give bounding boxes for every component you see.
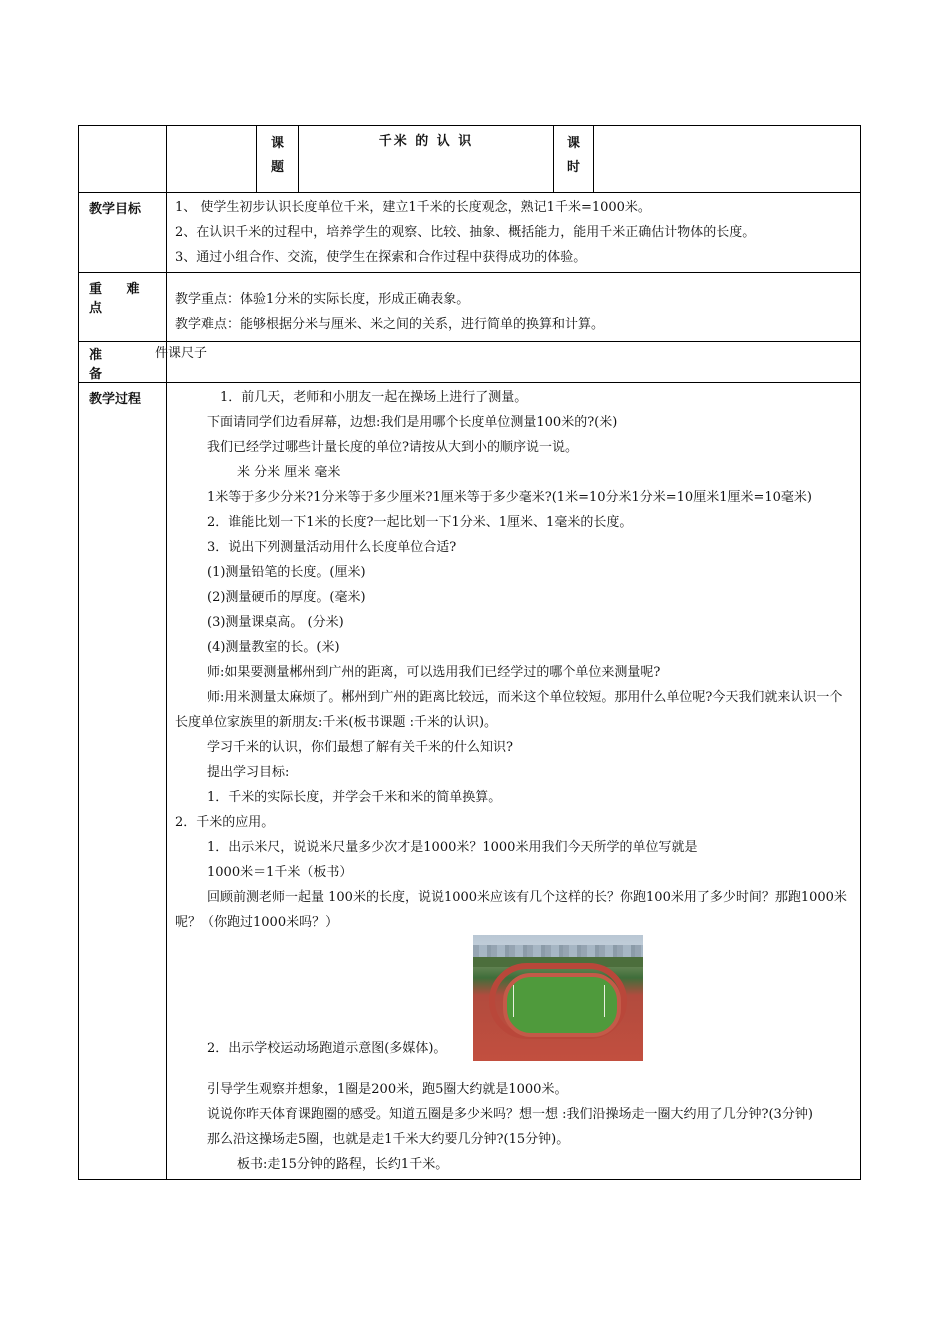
objectives-content bbox=[167, 193, 861, 273]
objectives-label: 教学目标 bbox=[79, 193, 167, 273]
process-line: 那么沿这操场走5圈，也就是走1千米大约要几分钟?(15分钟)。 bbox=[207, 1132, 570, 1147]
process-label: 教学过程 bbox=[79, 383, 167, 1180]
process-content bbox=[167, 383, 861, 1180]
header-blank-1 bbox=[79, 126, 167, 193]
objective-item: 2、在认识千米的过程中，培养学生的观察、比较、抽象、概括能力，能用千米正确估计物体的长度。 bbox=[175, 225, 756, 240]
process-line: 师:用米测量太麻烦了。郴州到广州的距离比较远，而米这个单位较短。那用什么单位呢?今天我们就来认识一个长度单位家族里的新朋友:千米(板书课题 :千米的认识)。 bbox=[175, 690, 843, 730]
keypoints-content bbox=[167, 273, 861, 342]
process-line: 1．前几天，老师和小朋友一起在操场上进行了测量。 bbox=[220, 390, 528, 405]
process-line: 1000米＝1千米（板书） bbox=[207, 865, 353, 880]
preparation-label: 准 备 bbox=[79, 342, 167, 383]
lesson-title: 千米 的 认 识 bbox=[299, 126, 554, 193]
topic-label: 课 题 bbox=[257, 126, 299, 193]
keypoints-row bbox=[79, 273, 861, 342]
process-line: 回顾前测老师一起量 100米的长度，说说1000米应该有几个这样的长？你跑100米用了多少时间？那跑1000米呢？（你跑过1000米吗？） bbox=[175, 890, 847, 930]
process-line: 2．谁能比划一下1米的长度?一起比划一下1分米、1厘米、1毫米的长度。 bbox=[207, 515, 633, 530]
process-line: 引导学生观察并想象，1圈是200米，跑5圈大约就是1000米。 bbox=[207, 1082, 568, 1097]
process-line: 板书:走15分钟的路程，长约1千米。 bbox=[237, 1157, 449, 1172]
process-line: (2)测量硬币的厚度。(毫米) bbox=[207, 590, 366, 605]
stadium-track-image bbox=[473, 935, 643, 1061]
header-row bbox=[79, 126, 861, 193]
keypoints-label: 重 难 点 bbox=[79, 273, 167, 342]
preparation-row bbox=[79, 342, 861, 383]
period-value bbox=[594, 126, 861, 193]
process-line: (3)测量课桌高。 (分米) bbox=[207, 615, 344, 630]
process-line: 1．出示米尺，说说米尺量多少次才是1000米？1000米用我们今天所学的单位写就是 bbox=[207, 840, 698, 855]
keypoint-item: 教学重点：体验1分米的实际长度，形成正确表象。 bbox=[175, 292, 470, 307]
header-blank-2 bbox=[167, 126, 257, 193]
process-line: (4)测量教室的长。(米) bbox=[207, 640, 340, 655]
process-line: 3．说出下列测量活动用什么长度单位合适? bbox=[207, 540, 457, 555]
process-line: 米 分米 厘米 毫米 bbox=[237, 465, 341, 480]
process-line: 我们已经学过哪些计量长度的单位?请按从大到小的顺序说一说。 bbox=[207, 440, 578, 455]
process-line: 1．千米的实际长度，并学会千米和米的简单换算。 bbox=[207, 790, 502, 805]
objective-item: 1、 使学生初步认识长度单位千米，建立1千米的长度观念，熟记1千米=1000米。 bbox=[175, 200, 651, 215]
process-line: 1米等于多少分米?1分米等于多少厘米?1厘米等于多少毫米?(1米=10分米1分米=10厘米1厘米=10毫米) bbox=[207, 490, 812, 505]
keypoint-item: 教学难点：能够根据分米与厘米、米之间的关系，进行简单的换算和计算。 bbox=[175, 317, 605, 332]
process-line: 提出学习目标: bbox=[207, 765, 290, 780]
process-line: 下面请同学们边看屏幕，边想:我们是用哪个长度单位测量100米的?(米) bbox=[207, 415, 618, 430]
process-line: 2．出示学校运动场跑道示意图(多媒体)。 bbox=[207, 1041, 447, 1056]
objective-item: 3、通过小组合作、交流，使学生在探索和合作过程中获得成功的体验。 bbox=[175, 250, 587, 265]
process-line: 2．千米的应用。 bbox=[175, 815, 275, 830]
period-label: 课 时 bbox=[554, 126, 594, 193]
stadium-figure bbox=[175, 935, 854, 1065]
process-row bbox=[79, 383, 861, 1180]
lesson-plan-table bbox=[78, 125, 861, 1180]
objectives-row bbox=[79, 193, 861, 273]
preparation-text: 件课尺子 bbox=[155, 346, 208, 361]
process-line: 师:如果要测量郴州到广州的距离，可以选用我们已经学过的哪个单位来测量呢? bbox=[207, 665, 661, 680]
process-line: 说说你昨天体育课跑圈的感受。知道五圈是多少米吗？想一想 :我们沿操场走一圈大约用了几分钟?(3分钟) bbox=[207, 1107, 813, 1122]
process-line: 学习千米的认识，你们最想了解有关千米的什么知识? bbox=[207, 740, 513, 755]
process-line: (1)测量铅笔的长度。(厘米) bbox=[207, 565, 366, 580]
preparation-content bbox=[155, 342, 861, 383]
